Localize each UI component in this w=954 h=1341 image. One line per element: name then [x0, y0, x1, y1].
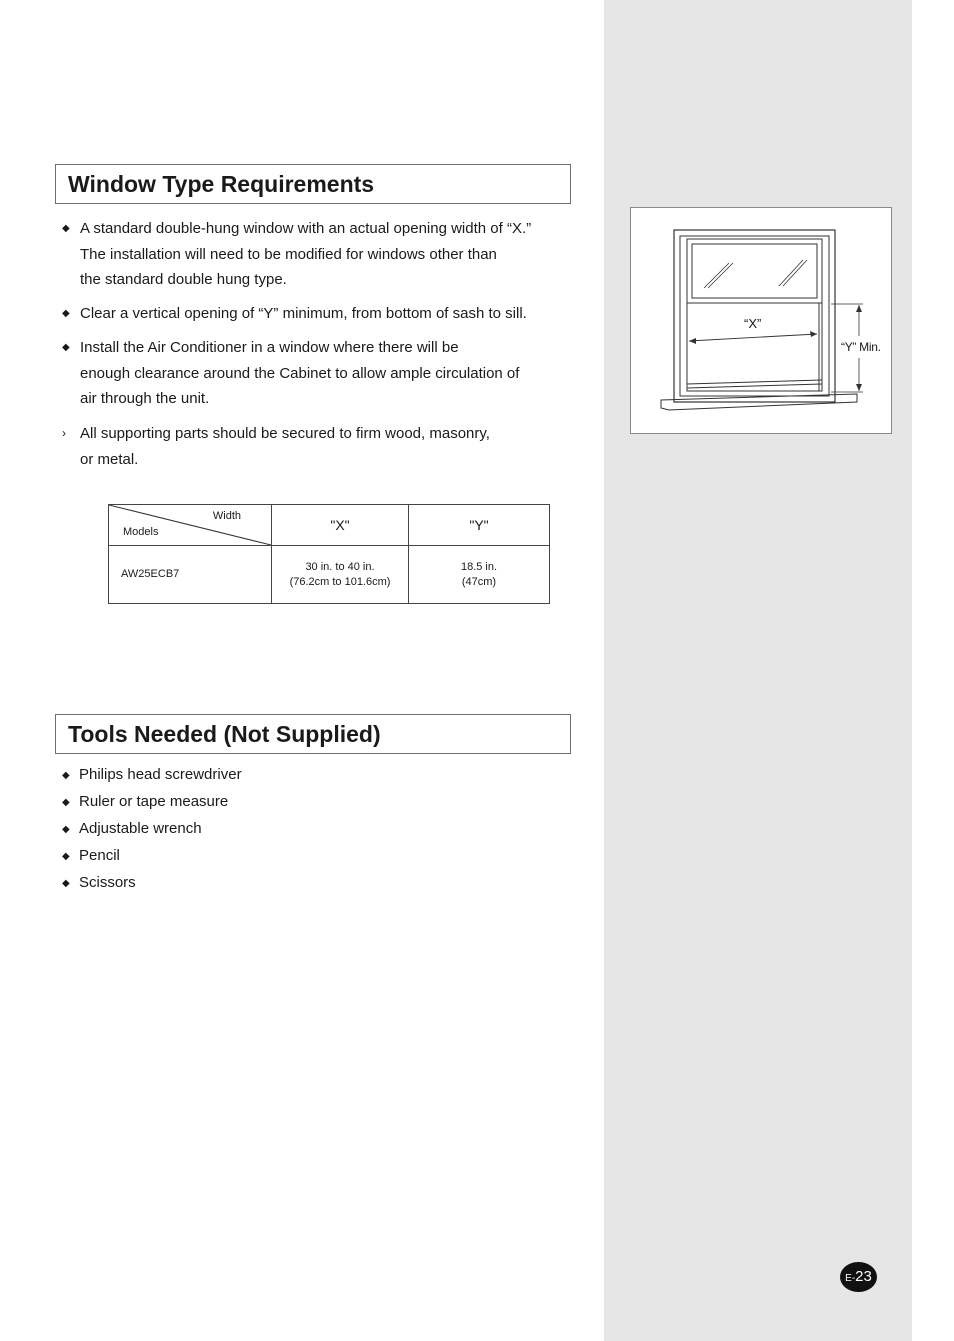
list-item: [62, 845, 242, 872]
tool-name: Scissors: [79, 874, 136, 891]
page-number: 23: [855, 1268, 872, 1285]
requirement-line: or metal.: [80, 450, 139, 468]
requirement-line: All supporting parts should be secured to firm wood, masonry,: [80, 425, 490, 442]
requirement-line: The installation will need to be modified for windows other than: [80, 245, 497, 263]
requirement-item-1: [62, 216, 582, 293]
section-title-window-requirements: Window Type Requirements: [55, 164, 571, 204]
bullet-diamond-icon: ◆: [62, 878, 70, 889]
header-width-label: Width: [212, 510, 241, 522]
section-title-tools-needed: Tools Needed (Not Supplied): [55, 714, 571, 754]
page-number-badge: [840, 1262, 877, 1292]
requirement-line: Install the Air Conditioner in a window where there will be: [80, 339, 459, 356]
requirement-line: Clear a vertical opening of “Y” minimum, from bottom of sash to sill.: [80, 305, 527, 322]
x-value-metric: (76.2cm to 101.6cm): [289, 575, 391, 588]
y-value-imperial: 18.5 in.: [460, 560, 498, 573]
requirement-line: A standard double-hung window with an actual opening width of “X.”: [80, 220, 532, 237]
requirement-item-3: [62, 335, 582, 412]
page-number-prefix: E-: [845, 1273, 856, 1284]
tool-name: Pencil: [79, 847, 120, 864]
table-row: [109, 546, 550, 604]
diagonal-header-cell: [109, 505, 272, 546]
bullet-diamond-icon: ◆: [62, 824, 70, 835]
x-value-cell: [272, 546, 409, 604]
x-dimension-label: “X”: [744, 316, 762, 331]
tool-name: Adjustable wrench: [79, 820, 202, 837]
sidebar-panel: [604, 0, 912, 1341]
tools-list: [62, 764, 242, 899]
list-item: [62, 818, 242, 845]
requirement-line: the standard double hung type.: [80, 271, 287, 288]
list-item: [62, 872, 242, 899]
bullet-diamond-icon: ◆: [62, 770, 70, 781]
table-header-row: [109, 505, 550, 546]
requirement-item-4: [62, 421, 582, 472]
x-value-imperial: 30 in. to 40 in.: [305, 560, 375, 573]
bullet-diamond-icon: ◆: [62, 342, 70, 353]
requirement-line: enough clearance around the Cabinet to allow ample circulation of: [80, 364, 520, 382]
header-models-label: Models: [123, 526, 159, 538]
y-min-dimension-label: “Y” Min.: [841, 340, 881, 354]
tool-name: Philips head screwdriver: [79, 766, 242, 783]
model-dimension-table: [108, 504, 550, 604]
list-item: [62, 791, 242, 818]
bullet-diamond-icon: ◆: [62, 308, 70, 319]
model-cell: AW25ECB7: [109, 546, 272, 604]
requirement-line: air through the unit.: [80, 390, 210, 407]
tool-name: Ruler or tape measure: [79, 793, 229, 810]
y-value-cell: [409, 546, 550, 604]
bullet-diamond-icon: ◆: [62, 797, 70, 808]
bullet-arrow-icon: ›: [62, 426, 66, 440]
y-value-metric: (47cm): [461, 575, 497, 588]
bullet-diamond-icon: ◆: [62, 223, 70, 234]
requirement-item-2: [62, 301, 582, 327]
column-header-x: "X": [272, 505, 409, 546]
list-item: [62, 764, 242, 791]
window-diagram: [630, 207, 892, 434]
column-header-y: "Y": [409, 505, 550, 546]
diagonal-divider: [109, 505, 271, 545]
bullet-diamond-icon: ◆: [62, 851, 70, 862]
